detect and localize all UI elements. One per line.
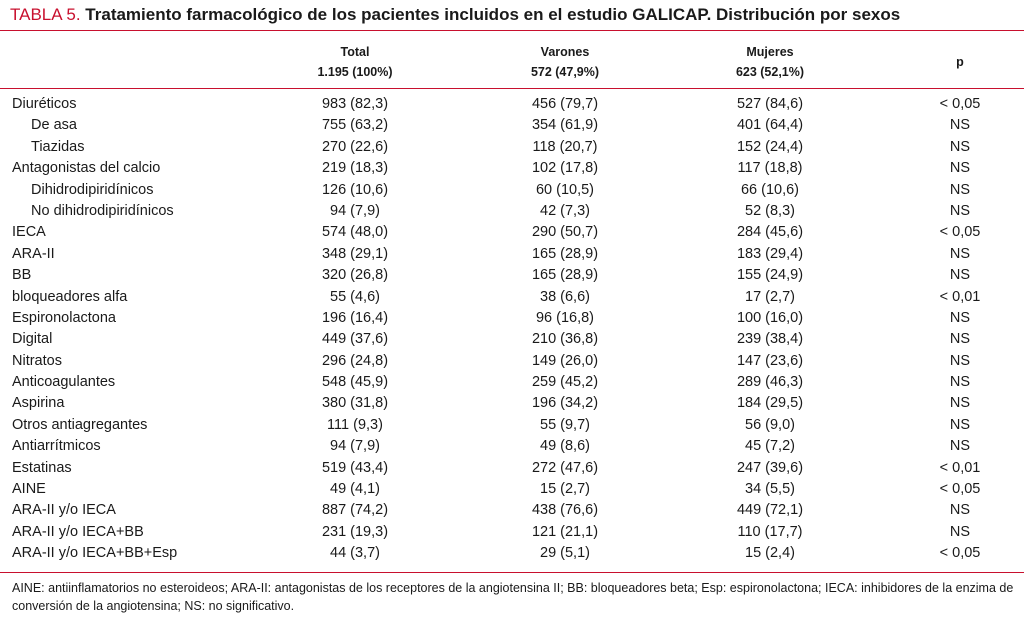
cell-varones: 438 (76,6) <box>531 502 599 519</box>
cell-total: 449 (37,6) <box>321 331 389 348</box>
cell-varones: 15 (2,7) <box>540 481 590 498</box>
cell-varones: 272 (47,6) <box>531 459 599 476</box>
row-label: AINE <box>12 481 46 498</box>
column-header-label: p <box>956 55 964 69</box>
row-label: ARA-II <box>12 245 55 262</box>
cell-total: 548 (45,9) <box>321 374 389 391</box>
table-row <box>0 222 1024 243</box>
table-row <box>0 372 1024 393</box>
cell-mujeres: 527 (84,6) <box>736 96 804 112</box>
cell-total: 320 (26,8) <box>321 267 389 284</box>
cell-p-value: NS <box>949 352 971 369</box>
cell-total: 111 (9,3) <box>327 416 383 433</box>
row-label: Aspirina <box>12 395 65 412</box>
cell-p-value: < 0,05 <box>939 224 981 241</box>
row-label: Tiazidas <box>31 138 85 155</box>
table-row <box>0 158 1024 179</box>
table-title <box>10 4 1018 26</box>
cell-mujeres: 147 (23,6) <box>736 352 804 369</box>
cell-p-value: < 0,01 <box>939 459 981 476</box>
cell-p-value: < 0,01 <box>939 288 981 305</box>
table-row <box>0 329 1024 350</box>
row-label: ARA-II y/o IECA+BB+Esp <box>12 545 178 562</box>
cell-total: 887 (74,2) <box>321 502 389 519</box>
column-header-count: 1.195 (100%) <box>317 65 393 79</box>
cell-varones: 210 (36,8) <box>531 331 599 348</box>
row-label: Espironolactona <box>12 309 116 326</box>
cell-total: 55 (4,6) <box>330 288 380 305</box>
cell-p-value: NS <box>949 331 971 348</box>
cell-varones: 354 (61,9) <box>531 117 599 134</box>
cell-varones: 102 (17,8) <box>531 160 599 177</box>
row-label: IECA <box>12 224 46 241</box>
column-header-count: 572 (47,9%) <box>530 65 600 79</box>
cell-total: 755 (63,2) <box>321 117 389 134</box>
cell-mujeres: 183 (29,4) <box>736 245 804 262</box>
row-label: No dihidrodipiridínicos <box>31 202 174 219</box>
cell-total: 574 (48,0) <box>321 224 389 241</box>
cell-varones: 165 (28,9) <box>531 267 599 284</box>
cell-mujeres: 34 (5,5) <box>745 481 795 498</box>
cell-p-value: NS <box>949 117 971 134</box>
cell-varones: 38 (6,6) <box>540 288 590 305</box>
cell-p-value: NS <box>949 502 971 519</box>
table-footnote: AINE: antiinflamatorios no esteroideos; ARA-II: antagonistas de los receptores de la angiotensina II; BB: bloqueadores beta; Esp: espironolactona; IECA: inhibidores de la enzima de conversión de la angiotensina; NS: no significativo. <box>12 581 1014 613</box>
cell-varones: 29 (5,1) <box>540 545 590 562</box>
cell-total: 219 (18,3) <box>321 160 389 177</box>
cell-mujeres: 56 (9,0) <box>745 416 795 433</box>
table-row <box>0 94 1024 115</box>
column-header-mujeres <box>695 42 845 82</box>
table-body <box>0 94 1024 565</box>
cell-total: 296 (24,8) <box>321 352 389 369</box>
cell-p-value: NS <box>949 523 971 540</box>
cell-mujeres: 247 (39,6) <box>736 459 804 476</box>
cell-p-value: NS <box>949 245 971 262</box>
cell-p-value: NS <box>949 267 971 284</box>
table-row <box>0 522 1024 543</box>
column-header-varones <box>490 42 640 82</box>
cell-varones: 55 (9,7) <box>540 416 590 433</box>
cell-mujeres: 401 (64,4) <box>736 117 804 134</box>
cell-mujeres: 289 (46,3) <box>736 374 804 391</box>
row-label: De asa <box>31 117 77 134</box>
cell-p-value: NS <box>949 160 971 177</box>
table-row <box>0 543 1024 564</box>
cell-mujeres: 239 (38,4) <box>736 331 804 348</box>
cell-varones: 42 (7,3) <box>540 202 590 219</box>
row-label: ARA-II y/o IECA <box>12 502 116 519</box>
cell-mujeres: 15 (2,4) <box>745 545 795 562</box>
row-label: Digital <box>12 331 53 348</box>
cell-total: 126 (10,6) <box>321 181 389 198</box>
cell-total: 94 (7,9) <box>330 202 380 219</box>
row-label: Anticoagulantes <box>12 374 116 391</box>
table-row <box>0 351 1024 372</box>
row-label: Estatinas <box>12 459 72 476</box>
column-header-p <box>915 52 1005 72</box>
column-header-label: Mujeres <box>746 45 794 59</box>
table-row <box>0 479 1024 500</box>
table-row <box>0 287 1024 308</box>
cell-total: 380 (31,8) <box>321 395 389 412</box>
cell-p-value: < 0,05 <box>939 481 981 498</box>
cell-p-value: < 0,05 <box>939 96 981 112</box>
cell-varones: 165 (28,9) <box>531 245 599 262</box>
cell-varones: 259 (45,2) <box>531 374 599 391</box>
cell-total: 196 (16,4) <box>321 309 389 326</box>
row-label: bloqueadores alfa <box>12 288 128 305</box>
cell-mujeres: 17 (2,7) <box>745 288 795 305</box>
cell-p-value: NS <box>949 309 971 326</box>
row-label: Antiarrítmicos <box>12 438 101 455</box>
table-row <box>0 415 1024 436</box>
top-rule <box>0 30 1024 31</box>
cell-p-value: NS <box>949 395 971 412</box>
cell-mujeres: 45 (7,2) <box>745 438 795 455</box>
row-label: Diuréticos <box>12 96 77 112</box>
table-row <box>0 265 1024 286</box>
cell-mujeres: 184 (29,5) <box>736 395 804 412</box>
cell-varones: 456 (79,7) <box>531 96 599 112</box>
cell-p-value: NS <box>949 438 971 455</box>
table-row <box>0 137 1024 158</box>
cell-p-value: < 0,05 <box>939 545 981 562</box>
cell-total: 44 (3,7) <box>330 545 380 562</box>
column-header-label: Total <box>340 45 370 59</box>
cell-varones: 149 (26,0) <box>531 352 599 369</box>
table-row <box>0 308 1024 329</box>
table-row <box>0 201 1024 222</box>
row-label: BB <box>12 267 32 284</box>
row-label: Antagonistas del calcio <box>12 160 161 177</box>
cell-mujeres: 52 (8,3) <box>745 202 795 219</box>
cell-mujeres: 117 (18,8) <box>737 160 803 177</box>
table-number: TABLA 5. <box>10 5 81 24</box>
cell-total: 49 (4,1) <box>330 481 380 498</box>
cell-total: 270 (22,6) <box>321 138 389 155</box>
cell-p-value: NS <box>949 374 971 391</box>
table-row <box>0 180 1024 201</box>
cell-mujeres: 110 (17,7) <box>737 523 803 540</box>
cell-varones: 96 (16,8) <box>535 309 595 326</box>
column-header-total <box>285 42 425 82</box>
cell-varones: 60 (10,5) <box>535 181 595 198</box>
cell-mujeres: 152 (24,4) <box>736 138 804 155</box>
cell-varones: 121 (21,1) <box>531 523 599 540</box>
table-row <box>0 500 1024 521</box>
cell-mujeres: 155 (24,9) <box>736 267 804 284</box>
column-header-count: 623 (52,1%) <box>735 65 805 79</box>
row-label: Dihidrodipiridínicos <box>31 181 154 198</box>
cell-varones: 49 (8,6) <box>540 438 590 455</box>
cell-total: 348 (29,1) <box>321 245 389 262</box>
row-label: Nitratos <box>12 352 62 369</box>
table-caption: Tratamiento farmacológico de los pacientes incluidos en el estudio GALICAP. Distribución por sexos <box>85 5 901 24</box>
cell-total: 94 (7,9) <box>330 438 380 455</box>
cell-total: 231 (19,3) <box>321 523 389 540</box>
table-row <box>0 115 1024 136</box>
cell-mujeres: 100 (16,0) <box>736 309 804 326</box>
cell-p-value: NS <box>949 181 971 198</box>
table-row <box>0 393 1024 414</box>
row-label: ARA-II y/o IECA+BB <box>12 523 144 540</box>
cell-mujeres: 449 (72,1) <box>736 502 804 519</box>
cell-varones: 118 (20,7) <box>532 138 598 155</box>
table-row <box>0 244 1024 265</box>
bottom-rule <box>0 572 1024 573</box>
cell-p-value: NS <box>949 138 971 155</box>
table-row <box>0 458 1024 479</box>
cell-mujeres: 66 (10,6) <box>740 181 800 198</box>
cell-p-value: NS <box>949 202 971 219</box>
cell-varones: 290 (50,7) <box>531 224 599 241</box>
header-rule <box>0 88 1024 89</box>
table-row <box>0 436 1024 457</box>
cell-total: 983 (82,3) <box>321 96 389 112</box>
cell-varones: 196 (34,2) <box>531 395 599 412</box>
column-header-label: Varones <box>540 45 590 59</box>
cell-mujeres: 284 (45,6) <box>736 224 804 241</box>
row-label: Otros antiagregantes <box>12 416 148 433</box>
cell-p-value: NS <box>949 416 971 433</box>
cell-total: 519 (43,4) <box>321 459 389 476</box>
